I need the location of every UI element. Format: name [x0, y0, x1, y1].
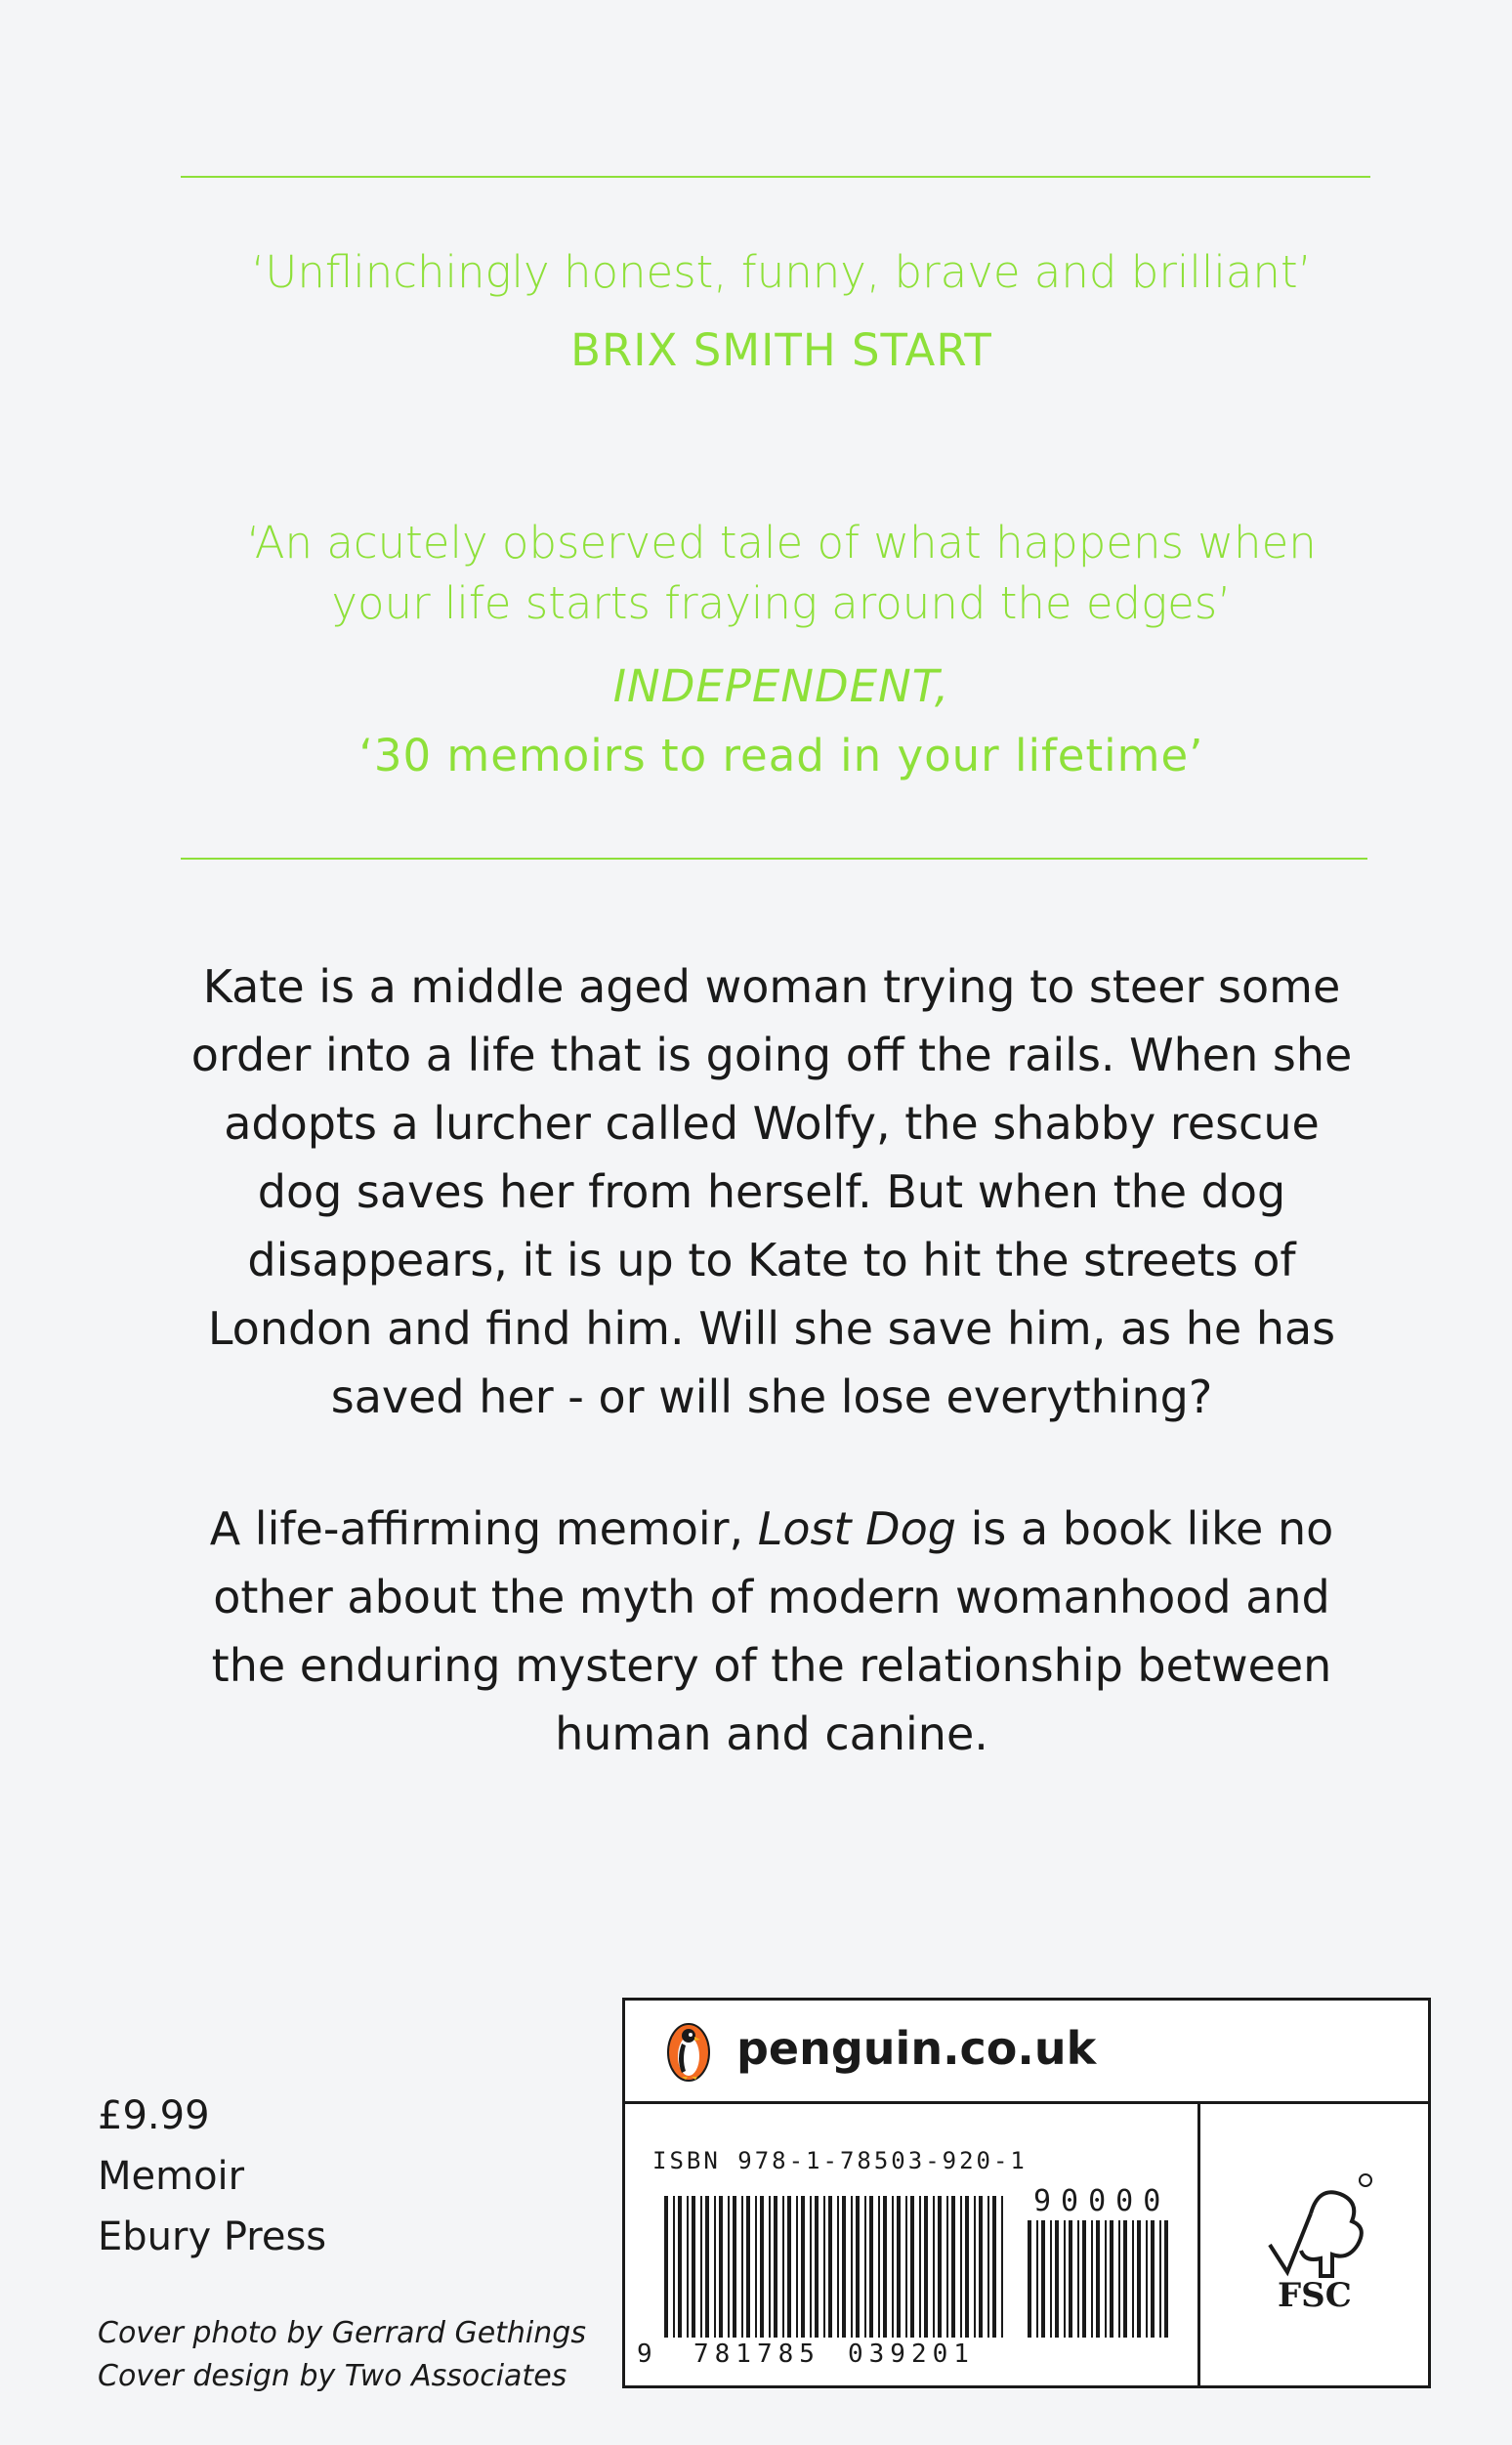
barcode-bar [787, 2196, 791, 2338]
blurb-line: saved her - or will she lose everything? [330, 1370, 1213, 1423]
barcode-bar [878, 2196, 880, 2338]
barcode-bar [905, 2196, 907, 2338]
barcode-bar [1105, 2220, 1107, 2338]
barcode-bar [910, 2196, 914, 2338]
barcode-bar [705, 2196, 709, 2338]
barcode-bar [828, 2196, 832, 2338]
barcode-bar [1118, 2220, 1120, 2338]
blurb-line: human and canine. [555, 1707, 988, 1760]
barcode-bar [1159, 2220, 1161, 2338]
price: £9.99 [98, 2093, 210, 2138]
barcode-bar [1137, 2220, 1141, 2338]
barcode-bar [774, 2196, 777, 2338]
barcode-bar [987, 2196, 989, 2338]
barcode-bar [897, 2196, 901, 2338]
isbn-label: ISBN 978-1-78503-920-1 [652, 2147, 1028, 2174]
barcode-bar [1036, 2220, 1038, 2338]
barcode-bar [933, 2196, 935, 2338]
barcode-bar [1077, 2220, 1079, 2338]
barcode-bar [1164, 2220, 1168, 2338]
blurb-paragraph-1 [156, 952, 1387, 1431]
blurb-line: order into a life that is going off the rails. When she [190, 1029, 1353, 1081]
blurb-line: London and find him. Will she save him, as he has [207, 1302, 1336, 1355]
blurb-line: other about the myth of modern womanhood and [213, 1571, 1330, 1623]
barcode-bar [851, 2196, 853, 2338]
box-divider [1197, 2101, 1200, 2388]
barcode-bar [760, 2196, 764, 2338]
barcode-bar [801, 2196, 805, 2338]
barcode-bar [856, 2196, 860, 2338]
quote-1-text: ‘Unflinchingly honest, funny, brave and brilliant’ [251, 246, 1312, 298]
publisher: Ebury Press [98, 2214, 327, 2259]
barcode-bar [924, 2196, 928, 2338]
barcode-digit-left: 9 [637, 2340, 652, 2369]
quote-2-text-line-2: your life starts fraying around the edges’ [331, 577, 1232, 629]
barcode-bar [815, 2196, 819, 2338]
blurb-text: A life-affirming memoir, [209, 1502, 758, 1555]
blurb-text: is a book like no [955, 1502, 1334, 1555]
blurb-line: adopts a lurcher called Wolfy, the shabby rescue [224, 1097, 1320, 1150]
barcode-bar [796, 2196, 798, 2338]
barcode-bar [938, 2196, 942, 2338]
barcode-digits-group-1: 781785 [693, 2340, 820, 2369]
barcode-bar [741, 2196, 743, 2338]
barcode-bar [769, 2196, 771, 2338]
barcode-bar [869, 2196, 873, 2338]
barcode-bar [692, 2196, 695, 2338]
barcode-bar [728, 2196, 730, 2338]
barcode-bar [719, 2196, 723, 2338]
barcode-bar [1146, 2220, 1148, 2338]
cover-design-credit: Cover design by Two Associates [98, 2359, 567, 2393]
barcode-bar [1069, 2220, 1072, 2338]
genre: Memoir [98, 2154, 245, 2199]
barcode [635, 2181, 1182, 2377]
barcode-bar [1132, 2220, 1134, 2338]
barcode-bar [946, 2196, 948, 2338]
barcode-bar [979, 2196, 983, 2338]
barcode-bar [714, 2196, 716, 2338]
barcode-bar [1028, 2220, 1031, 2338]
barcode-bar [673, 2196, 675, 2338]
barcode-bar [965, 2196, 969, 2338]
barcode-bar [864, 2196, 866, 2338]
fsc-tree-icon [1250, 2167, 1377, 2342]
barcode-bars-main [664, 2196, 1003, 2338]
barcode-bar [1001, 2196, 1003, 2338]
barcode-bar [1041, 2220, 1045, 2338]
barcode-bar [1050, 2220, 1052, 2338]
barcode-bar [1151, 2220, 1155, 2338]
barcode-bar [687, 2196, 689, 2338]
barcode-bar [883, 2196, 887, 2338]
barcode-bar [782, 2196, 784, 2338]
barcode-bar [746, 2196, 750, 2338]
barcode-bar [974, 2196, 976, 2338]
barcode-bar [664, 2196, 668, 2338]
top-rule [181, 176, 1370, 178]
barcode-bar [1110, 2220, 1113, 2338]
blurb-line: disappears, it is up to Kate to hit the streets of [247, 1234, 1296, 1286]
barcode-bar [992, 2196, 996, 2338]
barcode-bar [1055, 2220, 1059, 2338]
barcode-bars-addon [1028, 2220, 1168, 2338]
barcode-bar [951, 2196, 955, 2338]
barcode-bar [1091, 2220, 1093, 2338]
quote-2-attribution: INDEPENDENT, [612, 660, 950, 712]
blurb-line: dog saves her from herself. But when the dog [257, 1165, 1286, 1218]
cover-photo-credit: Cover photo by Gerrard Gethings [98, 2316, 586, 2350]
barcode-bar [810, 2196, 812, 2338]
barcode-bar [960, 2196, 962, 2338]
barcode-bar [919, 2196, 921, 2338]
fsc-label: FSC [1278, 2276, 1352, 2315]
barcode-bar [1082, 2220, 1086, 2338]
barcode-bar [733, 2196, 736, 2338]
publisher-url: penguin.co.uk [736, 2022, 1097, 2075]
publisher-url-row [625, 2001, 1428, 2104]
barcode-box [622, 1998, 1431, 2388]
penguin-logo-icon [666, 2022, 711, 2083]
barcode-bar [1123, 2220, 1127, 2338]
barcode-bar [837, 2196, 839, 2338]
barcode-bar [892, 2196, 894, 2338]
barcode-bar [823, 2196, 825, 2338]
quote-1-attribution: BRIX SMITH START [570, 324, 992, 376]
barcode-digits-group-2: 039201 [848, 2340, 975, 2369]
blurb-paragraph-2 [156, 1495, 1387, 1768]
blurb-line: Kate is a middle aged woman trying to steer some [202, 960, 1341, 1013]
blurb-line [156, 1495, 1387, 1563]
barcode-bar [678, 2196, 682, 2338]
barcode-bar [1096, 2220, 1100, 2338]
barcode-bar [1064, 2220, 1066, 2338]
barcode-bar [755, 2196, 757, 2338]
book-title: Lost Dog [757, 1502, 956, 1555]
quote-2-attribution-line-2: ‘30 memoirs to read in your lifetime’ [358, 730, 1204, 781]
barcode-price-code: 90000 [1033, 2184, 1171, 2218]
bottom-rule [181, 858, 1367, 860]
quote-2-text-line-1: ‘An acutely observed tale of what happens when [246, 517, 1317, 569]
blurb-line: the enduring mystery of the relationship between [211, 1639, 1332, 1692]
barcode-bar [842, 2196, 846, 2338]
barcode-bar [700, 2196, 702, 2338]
